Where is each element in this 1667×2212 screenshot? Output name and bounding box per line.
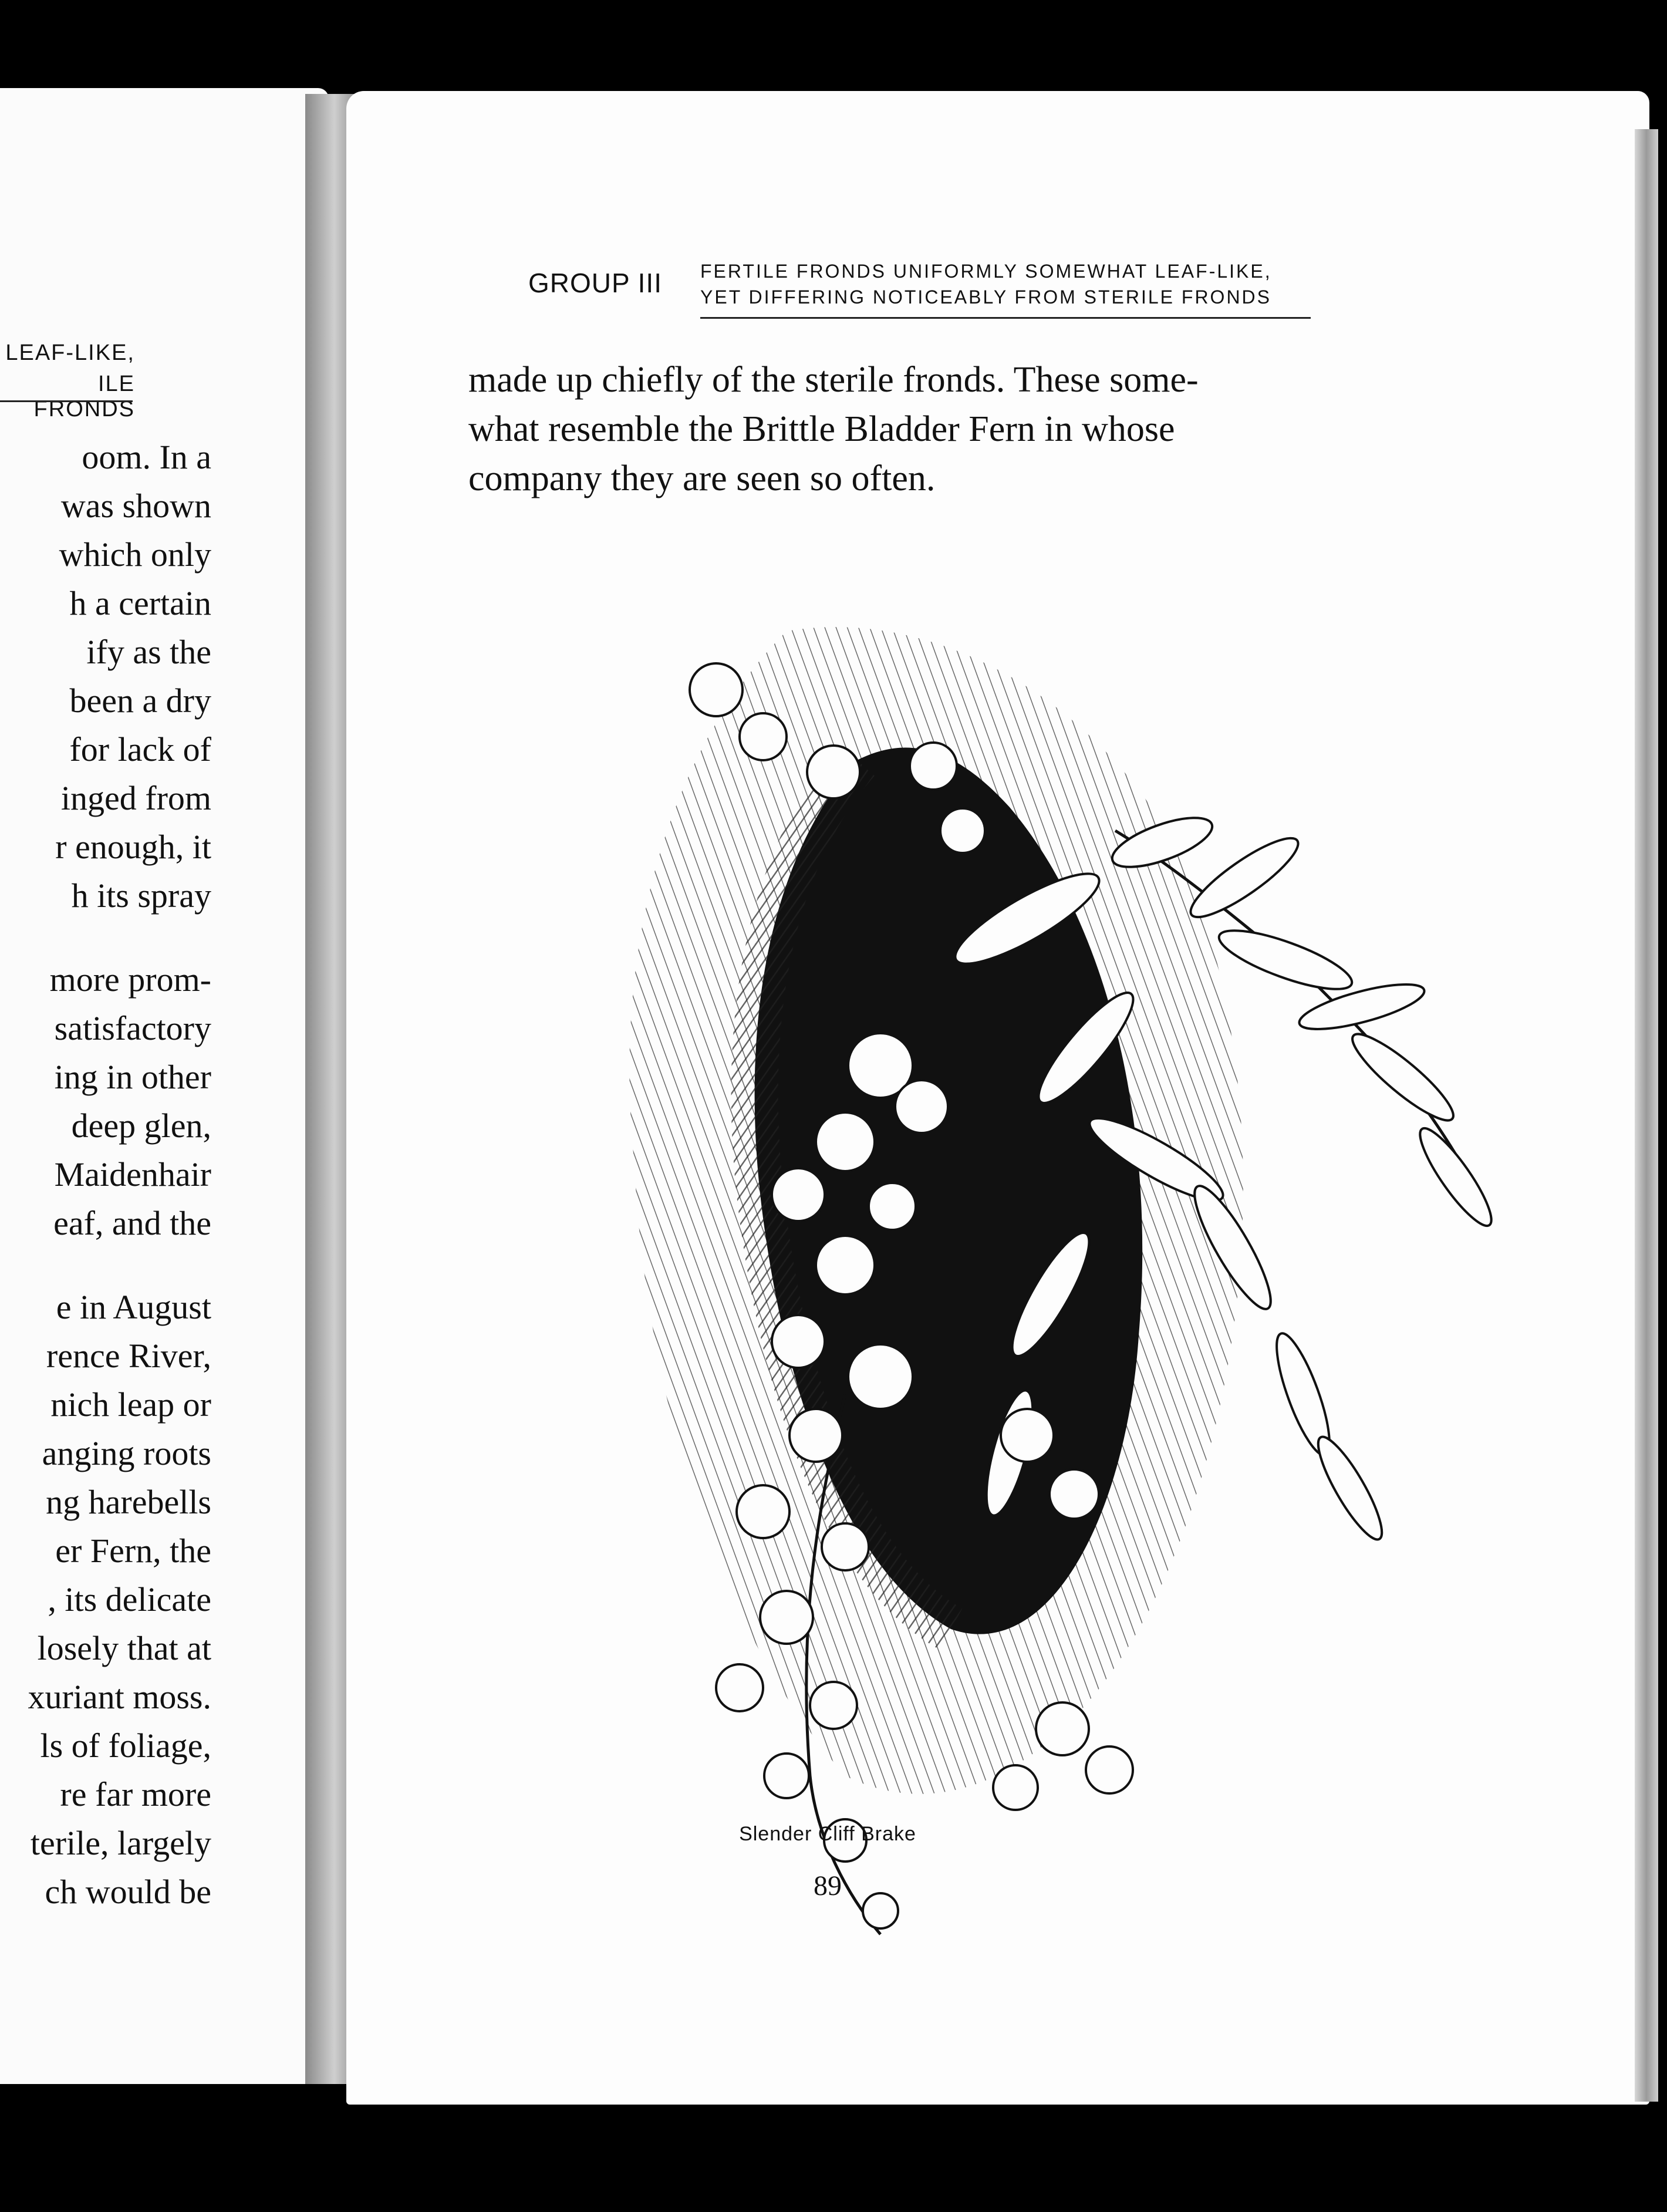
figure-caption: Slender Cliff Brake (739, 1823, 916, 1845)
left-text-line: Maidenhair (54, 1155, 211, 1193)
left-text-line: been a dry (69, 682, 211, 720)
left-text-line: ify as the (86, 633, 211, 671)
left-text-line: ing in other (54, 1058, 211, 1096)
left-text-line: inged from (60, 779, 211, 817)
group-description-line-1: FERTILE FRONDS UNIFORMLY SOMEWHAT LEAF-LIKE, (700, 261, 1272, 282)
left-running-head-line-2: ILE FRONDS (33, 372, 135, 422)
group-description (700, 258, 1311, 310)
left-text-line: losely that at (37, 1629, 211, 1667)
page-stack-edge (1635, 129, 1658, 2102)
fern-illustration (434, 514, 1550, 1970)
body-line-3: company they are seen so often. (468, 458, 936, 498)
right-page (346, 91, 1649, 2105)
left-text-line: oom. In a (82, 438, 211, 476)
left-text-line: satisfactory (54, 1009, 211, 1047)
group-description-line-2: YET DIFFERING NOTICEABLY FROM STERILE FRONDS (700, 286, 1271, 308)
left-text-line: xuriant moss. (28, 1678, 211, 1716)
left-text-line: eaf, and the (53, 1204, 211, 1242)
left-head-rule (0, 400, 133, 402)
body-paragraph (468, 355, 1372, 503)
left-text-line: ls of foliage, (40, 1727, 211, 1765)
left-text-line: er Fern, the (55, 1532, 211, 1570)
left-text-line: h a certain (69, 584, 211, 622)
left-text-line: nich leap or (50, 1385, 211, 1424)
left-text-line: ch would be (45, 1873, 211, 1911)
group-label: GROUP III (528, 268, 662, 298)
left-text-line: h its spray (71, 876, 211, 915)
left-text-line: more prom- (49, 960, 211, 999)
body-line-2: what resemble the Brittle Bladder Fern in whose (468, 409, 1175, 449)
left-text-line: for lack of (69, 730, 211, 768)
left-text-line: which only (59, 535, 211, 574)
body-line-1: made up chiefly of the sterile fronds. These some- (468, 360, 1199, 400)
left-text-line: e in August (56, 1288, 211, 1326)
left-text-line: terile, largely (30, 1824, 211, 1862)
left-text-line: was shown (60, 487, 211, 525)
running-head-rule (700, 317, 1311, 319)
left-text-line: r enough, it (55, 828, 211, 866)
left-page (0, 88, 329, 2084)
left-text-line: ng harebells (46, 1483, 211, 1521)
page-number: 89 (814, 1870, 842, 1901)
left-text-line: rence River, (46, 1337, 211, 1375)
left-text-line: , its delicate (48, 1580, 211, 1618)
left-text-line: re far more (60, 1775, 211, 1813)
left-running-head-line-1: LEAF-LIKE, (5, 340, 135, 365)
left-text-line: anging roots (42, 1434, 211, 1472)
left-text-line: deep glen, (71, 1107, 211, 1145)
